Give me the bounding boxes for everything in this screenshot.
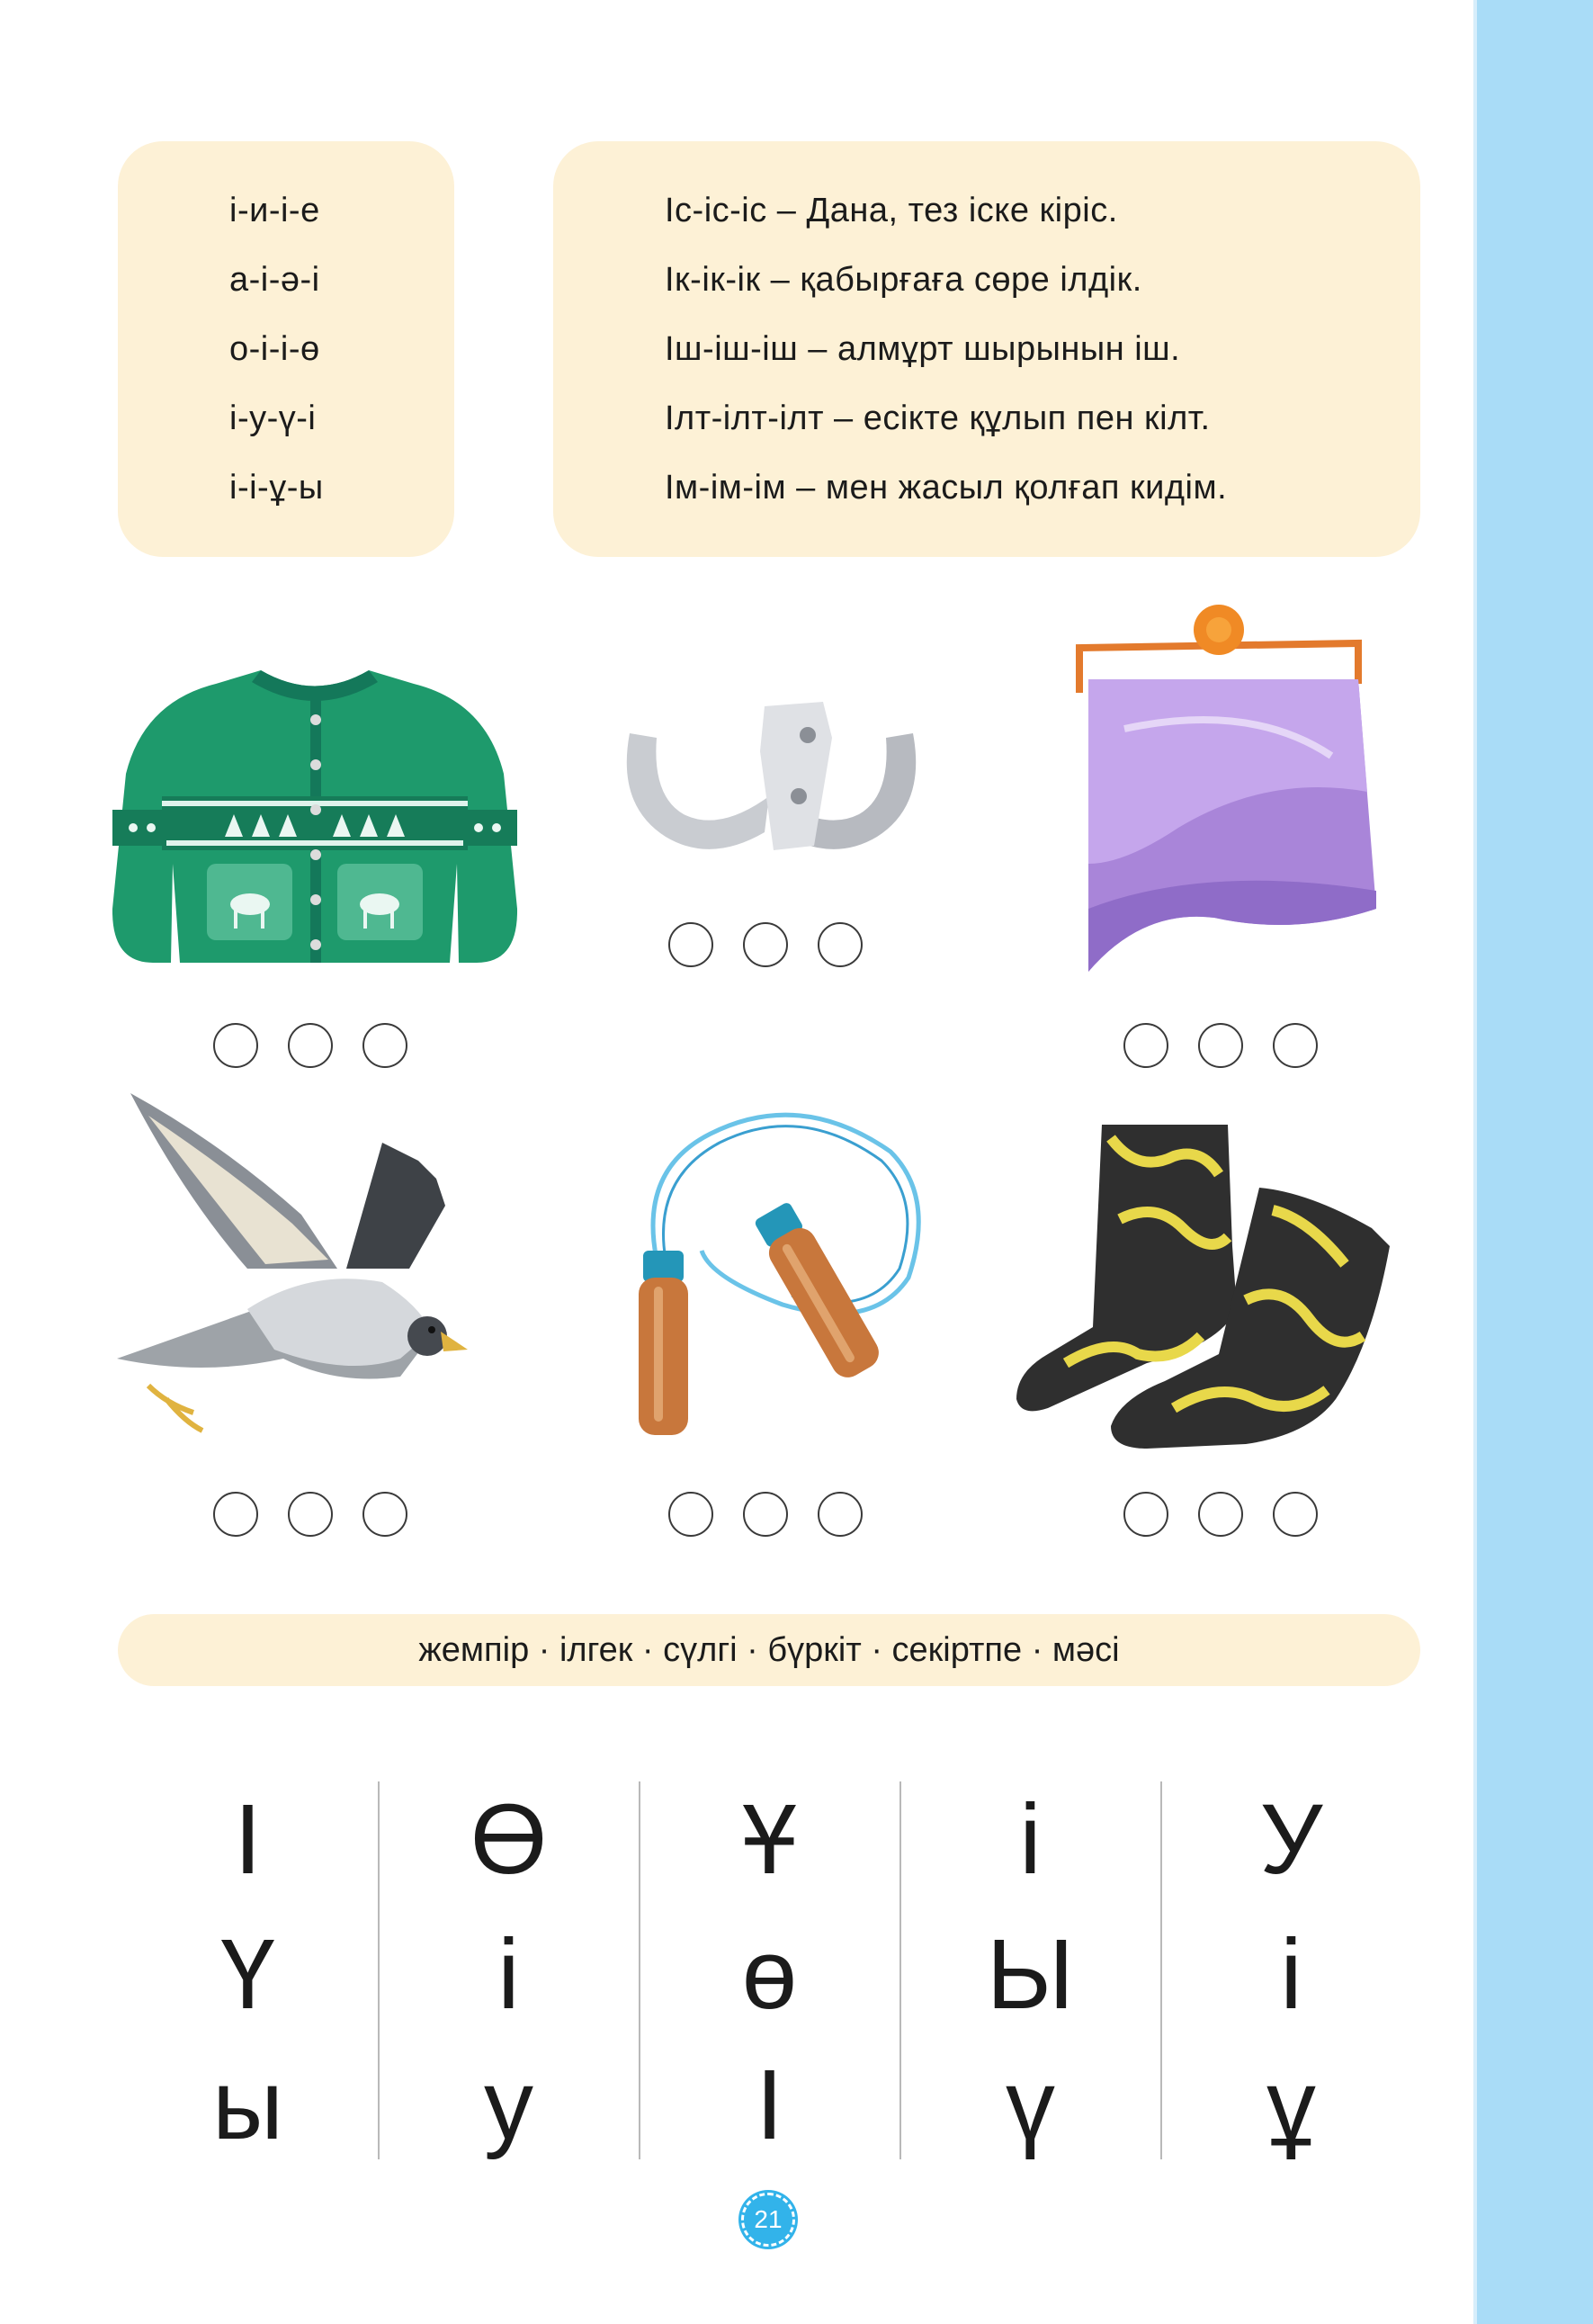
sound-circle[interactable] [1123, 1023, 1168, 1068]
sound-circle[interactable] [818, 922, 863, 967]
leather-boots-icon [1012, 1120, 1408, 1453]
rhyme-line: Іш-іш-іш – алмұрт шырынын іш. [665, 330, 1181, 368]
syllable-line: о-і-і-ө [229, 330, 320, 368]
rhyme-line: Іс-іс-іс – Дана, тез іске кіріс. [665, 192, 1118, 229]
sound-circles[interactable] [213, 1492, 407, 1537]
syllable-line: і-у-ү-і [229, 399, 317, 437]
letter: і [1019, 1784, 1042, 1895]
sound-circle[interactable] [1273, 1492, 1318, 1537]
letter: і [1280, 1919, 1302, 2030]
sound-circles[interactable] [1123, 1023, 1318, 1068]
syllable-line: а-і-ә-і [229, 261, 320, 299]
sound-circle[interactable] [1198, 1492, 1243, 1537]
letter: ы [211, 2050, 284, 2160]
letter: Ө [470, 1784, 548, 1895]
sound-circle[interactable] [213, 1023, 258, 1068]
word-bank-text: жемпір · ілгек · сүлгі · бүркіт · секіртпе · мәсі [418, 1630, 1120, 1669]
letter: І [234, 1784, 262, 1895]
letter: ө [741, 1919, 798, 2030]
sound-circle[interactable] [362, 1492, 407, 1537]
letter-column [118, 1781, 378, 2159]
letter: У [1259, 1784, 1323, 1895]
letter: у [484, 2050, 533, 2160]
sound-circle[interactable] [1123, 1492, 1168, 1537]
rhyme-line: Ілт-ілт-ілт – есікте құлып пен кілт. [665, 399, 1211, 437]
sound-circles[interactable] [668, 922, 863, 967]
sound-circles[interactable] [1123, 1492, 1318, 1537]
page-edge-strip [1473, 0, 1593, 2324]
rhymes-box [553, 141, 1420, 557]
letter: Ы [986, 1919, 1075, 2030]
syllable-line: і-и-і-е [229, 192, 320, 229]
letter: Ү [219, 1919, 276, 2030]
sound-circle[interactable] [668, 922, 713, 967]
rhyme-line: Ім-ім-ім – мен жасыл қолғап кидім. [665, 469, 1228, 507]
letter-column [640, 1781, 899, 2159]
towel-icon [1070, 594, 1385, 976]
eagle-icon [112, 1089, 535, 1440]
letter: Ұ [741, 1784, 798, 1895]
syllable-line: і-і-ұ-ы [229, 469, 324, 507]
sound-circle[interactable] [818, 1492, 863, 1537]
letter: і [497, 1919, 520, 2030]
sound-circles[interactable] [668, 1492, 863, 1537]
letter-column [1161, 1781, 1421, 2159]
letter: І [756, 2050, 783, 2160]
coat-hook-icon [612, 697, 931, 868]
sound-circle[interactable] [288, 1023, 333, 1068]
page-number: 21 [754, 2205, 783, 2233]
sound-circle[interactable] [213, 1492, 258, 1537]
sound-circle[interactable] [362, 1023, 407, 1068]
letter: ұ [1266, 2050, 1316, 2160]
sound-circle[interactable] [1198, 1023, 1243, 1068]
syllables-box [118, 141, 454, 557]
letter-grid [118, 1781, 1420, 2159]
letter: ү [1006, 2050, 1055, 2160]
rhyme-line: Ік-ік-ік – қабырғаға сөре ілдік. [665, 261, 1142, 299]
sound-circle[interactable] [743, 922, 788, 967]
letter-column [900, 1781, 1160, 2159]
word-bank [118, 1614, 1420, 1686]
sound-circle[interactable] [668, 1492, 713, 1537]
sound-circle[interactable] [743, 1492, 788, 1537]
sound-circle[interactable] [1273, 1023, 1318, 1068]
page-number-badge [741, 2193, 795, 2247]
letter-column [379, 1781, 639, 2159]
sound-circles[interactable] [213, 1023, 407, 1068]
jump-rope-icon [603, 1098, 953, 1458]
sound-circle[interactable] [288, 1492, 333, 1537]
sweater-icon [108, 666, 522, 976]
